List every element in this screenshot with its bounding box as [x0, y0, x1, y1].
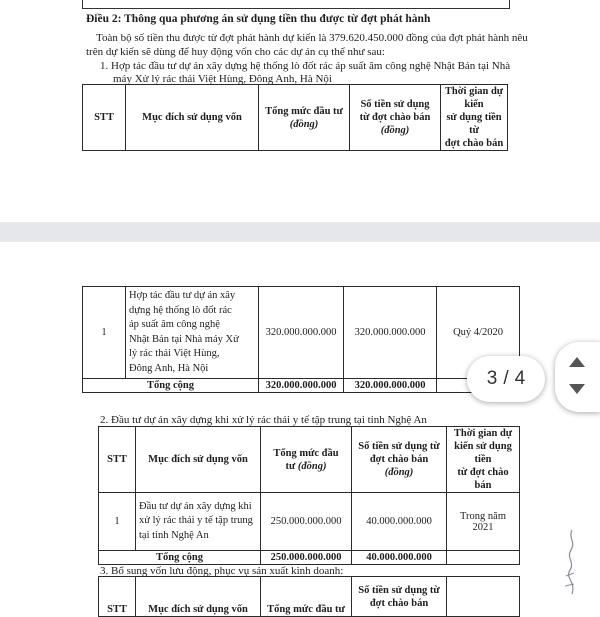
col-time-2: sử dụng tiền từ: [446, 112, 502, 136]
document-page-upper: [0, 0, 600, 222]
cell-purpose: [126, 287, 259, 379]
col-offer-1: Số tiền sử dụng từ: [358, 584, 440, 596]
col-offer: [350, 85, 441, 151]
sum-total: 250.000.000.000: [261, 551, 352, 565]
table1-header: [82, 84, 508, 151]
purpose-line: Đầu tư dự án xây dựng khi: [139, 500, 252, 512]
col-time-3: từ đợt chào bán: [457, 467, 509, 491]
col-time: [441, 85, 508, 151]
current-page: 3: [486, 368, 498, 389]
document-page-lower: [0, 242, 600, 615]
table2: [98, 426, 520, 565]
col-total-unit: (đồng): [289, 118, 319, 130]
intro-line-2: trên dự kiến sẽ dùng để huy động vốn cho các dự án cụ thể như sau:: [86, 46, 385, 58]
col-offer-unit: (đồng): [380, 125, 410, 136]
cell-time: Quý 4/2020: [437, 287, 520, 379]
col-time: [447, 427, 520, 493]
handwritten-margin-mark: [560, 528, 584, 598]
col-stt: STT: [99, 427, 136, 493]
cell-stt: 1: [83, 287, 126, 379]
page-separator-slash: /: [503, 368, 509, 389]
table-row: [83, 287, 520, 379]
section-heading: Điều 2: Thông qua phương án sử dụng tiền thu được từ đợt phát hành: [86, 13, 431, 25]
page-indicator: [467, 356, 545, 402]
table2-header: [99, 427, 520, 493]
col-total: [259, 85, 350, 151]
col-offer: [352, 577, 447, 617]
purpose-line: xử lý rác thải y tế tập trung: [139, 515, 253, 527]
page-separator: [0, 222, 600, 242]
intro-line-1: Toàn bộ số tiền thu được từ đợt phát hành dự kiến là 379.620.450.000 đồng của đợt phát hành nêu: [96, 32, 528, 44]
item1-line-2: máy Xử lý rác thải Việt Hùng, Đông Anh, Hà Nội: [113, 73, 332, 85]
previous-table-bottom: [82, 0, 510, 9]
purpose-line: Nhật Bản tại Nhà máy Xử: [129, 333, 239, 345]
item3-text: 3. Bổ sung vốn lưu động, phục vụ sản xuất kinh doanh:: [100, 565, 344, 577]
sum-offer: 40.000.000.000: [352, 551, 447, 565]
cell-purpose: [136, 493, 261, 551]
col-offer: [352, 427, 447, 493]
purpose-line: áp suất âm công nghệ: [129, 319, 220, 330]
cell-offer: 40.000.000.000: [352, 493, 447, 551]
sum-offer: 320.000.000.000: [344, 379, 437, 393]
col-time: [447, 577, 520, 617]
col-offer-1: Số tiền sử dụng từ: [358, 441, 440, 452]
cell-offer: 320.000.000.000: [344, 287, 437, 379]
chevron-up-icon[interactable]: [569, 357, 585, 367]
col-offer-unit: (đồng): [384, 467, 414, 478]
col-offer-2: đợt chào bán: [369, 597, 429, 609]
table-row: [99, 493, 520, 551]
purpose-line: dựng hệ thống lò đốt rác: [129, 304, 232, 316]
cell-stt: 1: [99, 493, 136, 551]
total-pages: 4: [514, 368, 526, 389]
col-total-main: Tổng mức đầu tư: [265, 105, 343, 117]
sum-empty: [447, 551, 520, 565]
col-time-1: Thời gian dự: [453, 428, 513, 439]
col-offer-2: từ đợt chào bán: [359, 112, 431, 123]
col-time-2: kiến sử dụng tiền: [454, 441, 512, 465]
item2-text: 2. Đầu tư dự án xây dựng khi xử lý rác thải y tế tập trung tại tỉnh Nghệ An: [100, 414, 427, 426]
sum-total: 320.000.000.000: [259, 379, 344, 393]
table3-header: [99, 577, 520, 617]
col-purpose: Mục đích sử dụng vốn: [136, 427, 261, 493]
col-purpose: Mục đích sử dụng vốn: [136, 577, 261, 617]
col-total: [261, 427, 352, 493]
table1-body: [82, 286, 520, 393]
col-total-2: tư (đồng): [285, 460, 327, 472]
cell-total: 320.000.000.000: [259, 287, 344, 379]
col-offer-1: Số tiền sử dụng: [360, 99, 430, 110]
sum-label: Tổng cộng: [83, 379, 259, 393]
purpose-line: Đông Anh, Hà Nội: [129, 362, 209, 374]
table-row-sum: [99, 551, 520, 565]
col-total-1: Tổng mức đầu: [273, 447, 339, 459]
col-time-1: Thời gian dự kiến: [444, 86, 504, 110]
chevron-down-icon[interactable]: [569, 384, 585, 394]
col-stt: STT: [83, 85, 126, 151]
col-time-3: đợt chào bán: [444, 138, 504, 149]
cell-total: 250.000.000.000: [261, 493, 352, 551]
purpose-line: Hợp tác đầu tư dự án xây: [129, 290, 236, 301]
col-total: Tổng mức đầu tư: [261, 577, 352, 617]
table-row-sum: [83, 379, 520, 393]
page-navigation: [555, 342, 600, 412]
item1-line-1: 1. Hợp tác đầu tư dự án xây dựng hệ thống lò đốt rác áp suất âm công nghệ Nhật Bản tại Nhà: [100, 60, 511, 72]
purpose-line: lý rác thải Việt Hùng,: [129, 348, 220, 359]
cell-time: Trong năm 2021: [447, 493, 520, 551]
sum-label: Tổng cộng: [99, 551, 261, 565]
col-offer-2: đợt chào bán: [369, 454, 429, 465]
purpose-line: tại tỉnh Nghệ An: [139, 529, 209, 541]
col-stt: STT: [99, 577, 136, 617]
col-purpose: Mục đích sử dụng vốn: [126, 85, 259, 151]
table3: [98, 576, 520, 617]
